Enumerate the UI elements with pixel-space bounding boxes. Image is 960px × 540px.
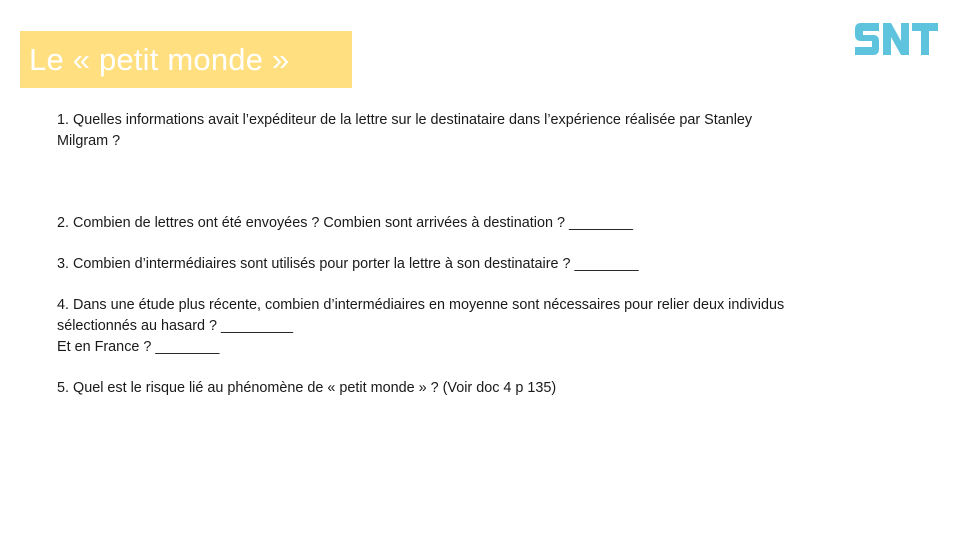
- question-3: [57, 254, 857, 275]
- questions-list: [57, 110, 857, 399]
- question-line: 3. Combien d’intermédiaires sont utilisés pour porter la lettre à son destinataire ? ________: [57, 256, 639, 272]
- question-line: 4. Dans une étude plus récente, combien d’intermédiaires en moyenne sont nécessaires pour relier deux individus: [57, 297, 785, 313]
- question-line: 5. Quel est le risque lié au phénomène de « petit monde » ? (Voir doc 4 p 135): [57, 380, 557, 396]
- slide-title: Le « petit monde »: [29, 41, 290, 77]
- question-2: [57, 213, 857, 234]
- question-line: 2. Combien de lettres ont été envoyées ? Combien sont arrivées à destination ? ________: [57, 215, 633, 231]
- question-line: 1. Quelles informations avait l’expéditeur de la lettre sur le destinataire dans l’expérience réalisée par Stanley: [57, 112, 753, 128]
- question-1: [57, 110, 857, 152]
- title-banner: [20, 31, 352, 88]
- question-line: Milgram ?: [57, 133, 121, 149]
- question-line: Et en France ? ________: [57, 339, 220, 355]
- question-5: [57, 378, 857, 399]
- snt-logo: [853, 19, 939, 59]
- question-4: [57, 295, 857, 358]
- question-line: sélectionnés au hasard ? _________: [57, 318, 294, 334]
